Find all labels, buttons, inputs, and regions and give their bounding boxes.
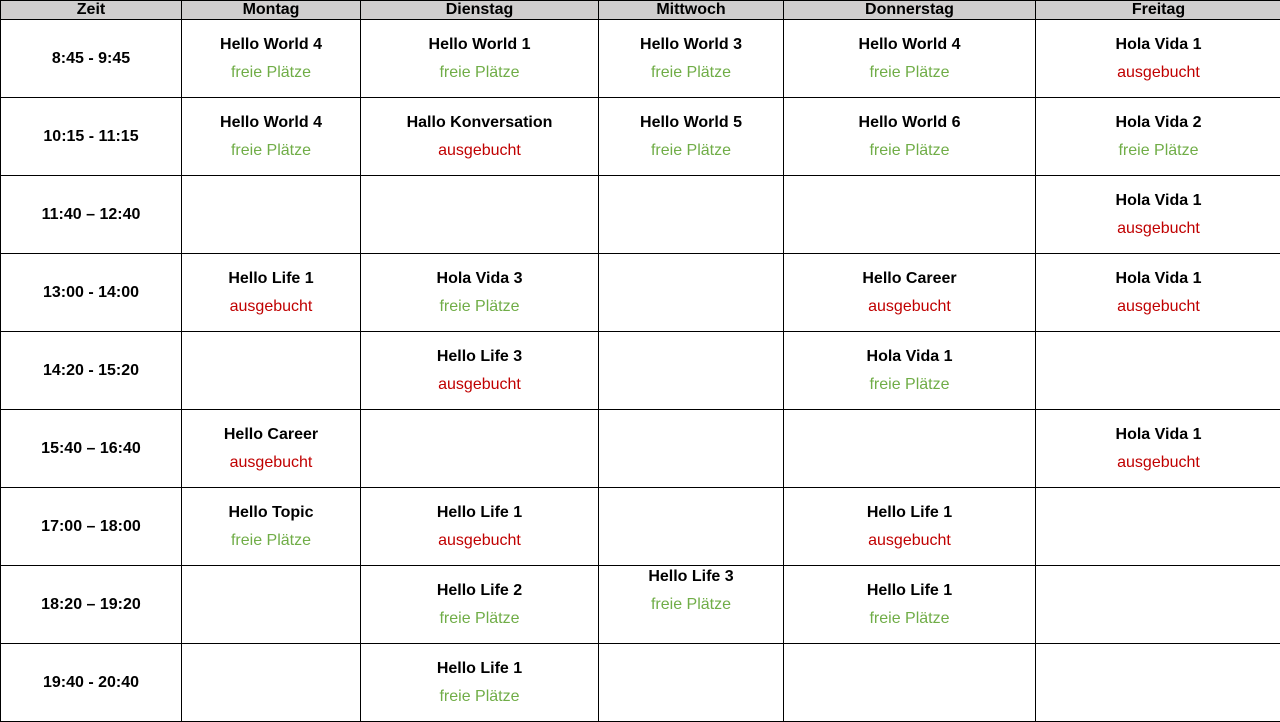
course-name: Hola Vida 1 xyxy=(1116,35,1202,55)
course-name: Hola Vida 1 xyxy=(1116,425,1202,445)
course-slot xyxy=(224,425,318,473)
time-slot-label: 15:40 – 16:40 xyxy=(1,410,182,488)
schedule-cell-monday xyxy=(182,488,361,566)
schedule-cell-friday xyxy=(1036,176,1280,254)
schedule-cell-thursday xyxy=(784,410,1036,488)
schedule-cell-monday xyxy=(182,98,361,176)
time-slot-label: 19:40 - 20:40 xyxy=(1,644,182,722)
schedule-cell-monday xyxy=(182,332,361,410)
schedule-cell-friday xyxy=(1036,644,1280,722)
schedule-cell-friday xyxy=(1036,488,1280,566)
course-name: Hello World 3 xyxy=(640,35,742,55)
schedule-cell-wednesday xyxy=(599,410,784,488)
availability-status: freie Plätze xyxy=(1116,141,1202,161)
availability-status: ausgebucht xyxy=(228,297,313,317)
course-name: Hello World 6 xyxy=(859,113,961,133)
availability-status: freie Plätze xyxy=(437,687,522,707)
availability-status: freie Plätze xyxy=(437,297,523,317)
course-slot xyxy=(867,347,953,395)
course-slot xyxy=(220,113,322,161)
course-slot xyxy=(1116,35,1202,83)
schedule-cell-tuesday xyxy=(361,566,599,644)
availability-status: freie Plätze xyxy=(859,141,961,161)
course-slot xyxy=(437,503,522,551)
schedule-cell-thursday xyxy=(784,644,1036,722)
schedule-row xyxy=(1,332,1280,410)
course-name: Hello Life 1 xyxy=(867,503,952,523)
availability-status: freie Plätze xyxy=(859,63,961,83)
course-name: Hola Vida 2 xyxy=(1116,113,1202,133)
schedule-cell-tuesday xyxy=(361,98,599,176)
availability-status: freie Plätze xyxy=(867,609,952,629)
availability-status: ausgebucht xyxy=(867,531,952,551)
availability-status: freie Plätze xyxy=(867,375,953,395)
course-name: Hello Life 3 xyxy=(648,567,733,587)
course-name: Hello Life 1 xyxy=(437,659,522,679)
course-slot xyxy=(437,581,522,629)
course-slot xyxy=(859,113,961,161)
course-name: Hola Vida 1 xyxy=(1116,191,1202,211)
schedule-cell-friday xyxy=(1036,566,1280,644)
availability-status: ausgebucht xyxy=(1116,219,1202,239)
header-row xyxy=(1,1,1280,20)
availability-status: freie Plätze xyxy=(228,531,313,551)
availability-status: ausgebucht xyxy=(437,375,522,395)
course-name: Hello Life 1 xyxy=(867,581,952,601)
schedule-cell-thursday xyxy=(784,98,1036,176)
header-thursday: Donnerstag xyxy=(784,1,1036,20)
availability-status: freie Plätze xyxy=(640,141,742,161)
schedule-row xyxy=(1,644,1280,722)
time-slot-label: 13:00 - 14:00 xyxy=(1,254,182,332)
availability-status: ausgebucht xyxy=(224,453,318,473)
availability-status: ausgebucht xyxy=(407,141,553,161)
schedule-cell-friday xyxy=(1036,254,1280,332)
schedule-cell-monday xyxy=(182,254,361,332)
course-slot xyxy=(867,503,952,551)
schedule-cell-monday xyxy=(182,566,361,644)
schedule-cell-tuesday xyxy=(361,176,599,254)
schedule-cell-wednesday xyxy=(599,98,784,176)
course-slot xyxy=(437,659,522,707)
schedule-cell-tuesday xyxy=(361,410,599,488)
schedule-row xyxy=(1,254,1280,332)
availability-status: freie Plätze xyxy=(220,63,322,83)
availability-status: freie Plätze xyxy=(220,141,322,161)
course-name: Hello World 4 xyxy=(220,35,322,55)
schedule-cell-thursday xyxy=(784,488,1036,566)
schedule-cell-monday xyxy=(182,20,361,98)
course-slot xyxy=(1116,269,1202,317)
course-name: Hello Career xyxy=(862,269,956,289)
time-slot-label: 11:40 – 12:40 xyxy=(1,176,182,254)
schedule-cell-thursday xyxy=(784,254,1036,332)
schedule-cell-wednesday xyxy=(599,254,784,332)
course-name: Hello Life 1 xyxy=(228,269,313,289)
course-slot xyxy=(437,347,522,395)
availability-status: ausgebucht xyxy=(1116,297,1202,317)
schedule-cell-thursday xyxy=(784,176,1036,254)
schedule-cell-friday xyxy=(1036,332,1280,410)
schedule-cell-wednesday xyxy=(599,176,784,254)
schedule-cell-friday xyxy=(1036,20,1280,98)
course-name: Hola Vida 1 xyxy=(1116,269,1202,289)
course-name: Hallo Konversation xyxy=(407,113,553,133)
course-name: Hello World 1 xyxy=(429,35,531,55)
availability-status: freie Plätze xyxy=(640,63,742,83)
time-slot-label: 17:00 – 18:00 xyxy=(1,488,182,566)
course-slot xyxy=(859,35,961,83)
course-slot xyxy=(640,35,742,83)
schedule-cell-wednesday xyxy=(599,644,784,722)
schedule-cell-tuesday xyxy=(361,254,599,332)
schedule-body xyxy=(1,20,1280,722)
course-name: Hello Life 1 xyxy=(437,503,522,523)
time-slot-label: 8:45 - 9:45 xyxy=(1,20,182,98)
schedule-cell-tuesday xyxy=(361,332,599,410)
schedule-cell-monday xyxy=(182,410,361,488)
schedule-row xyxy=(1,20,1280,98)
time-slot-label: 18:20 – 19:20 xyxy=(1,566,182,644)
course-slot xyxy=(220,35,322,83)
availability-status: freie Plätze xyxy=(648,595,733,615)
schedule-cell-thursday xyxy=(784,20,1036,98)
course-slot xyxy=(1116,191,1202,239)
schedule-cell-friday xyxy=(1036,98,1280,176)
availability-status: ausgebucht xyxy=(1116,63,1202,83)
schedule-row xyxy=(1,98,1280,176)
schedule-cell-tuesday xyxy=(361,644,599,722)
course-slot xyxy=(437,269,523,317)
course-name: Hello Career xyxy=(224,425,318,445)
availability-status: freie Plätze xyxy=(429,63,531,83)
schedule-row xyxy=(1,566,1280,644)
time-slot-label: 14:20 - 15:20 xyxy=(1,332,182,410)
schedule-cell-wednesday xyxy=(599,488,784,566)
header-wednesday: Mittwoch xyxy=(599,1,784,20)
course-name: Hello World 5 xyxy=(640,113,742,133)
schedule-row xyxy=(1,176,1280,254)
course-slot xyxy=(407,113,553,161)
course-name: Hello World 4 xyxy=(220,113,322,133)
schedule-row xyxy=(1,410,1280,488)
course-slot xyxy=(1116,425,1202,473)
schedule-cell-wednesday xyxy=(599,332,784,410)
course-slot xyxy=(429,35,531,83)
header-friday: Freitag xyxy=(1036,1,1280,20)
availability-status: ausgebucht xyxy=(1116,453,1202,473)
schedule-cell-thursday xyxy=(784,332,1036,410)
time-slot-label: 10:15 - 11:15 xyxy=(1,98,182,176)
header-tuesday: Dienstag xyxy=(361,1,599,20)
course-name: Hola Vida 1 xyxy=(867,347,953,367)
course-slot xyxy=(640,113,742,161)
header-monday: Montag xyxy=(182,1,361,20)
schedule-cell-monday xyxy=(182,644,361,722)
schedule-row xyxy=(1,488,1280,566)
schedule-cell-wednesday xyxy=(599,20,784,98)
course-slot xyxy=(862,269,956,317)
course-name: Hola Vida 3 xyxy=(437,269,523,289)
course-name: Hello World 4 xyxy=(859,35,961,55)
course-slot xyxy=(867,581,952,629)
schedule-cell-tuesday xyxy=(361,488,599,566)
schedule-cell-monday xyxy=(182,176,361,254)
availability-status: ausgebucht xyxy=(437,531,522,551)
course-slot xyxy=(228,269,313,317)
course-slot xyxy=(648,567,733,615)
schedule-cell-friday xyxy=(1036,410,1280,488)
schedule-cell-tuesday xyxy=(361,20,599,98)
course-name: Hello Life 3 xyxy=(437,347,522,367)
course-name: Hello Topic xyxy=(228,503,313,523)
schedule-cell-thursday xyxy=(784,566,1036,644)
availability-status: freie Plätze xyxy=(437,609,522,629)
header-time: Zeit xyxy=(1,1,182,20)
schedule-cell-wednesday xyxy=(599,566,784,644)
course-slot xyxy=(228,503,313,551)
course-name: Hello Life 2 xyxy=(437,581,522,601)
course-slot xyxy=(1116,113,1202,161)
availability-status: ausgebucht xyxy=(862,297,956,317)
